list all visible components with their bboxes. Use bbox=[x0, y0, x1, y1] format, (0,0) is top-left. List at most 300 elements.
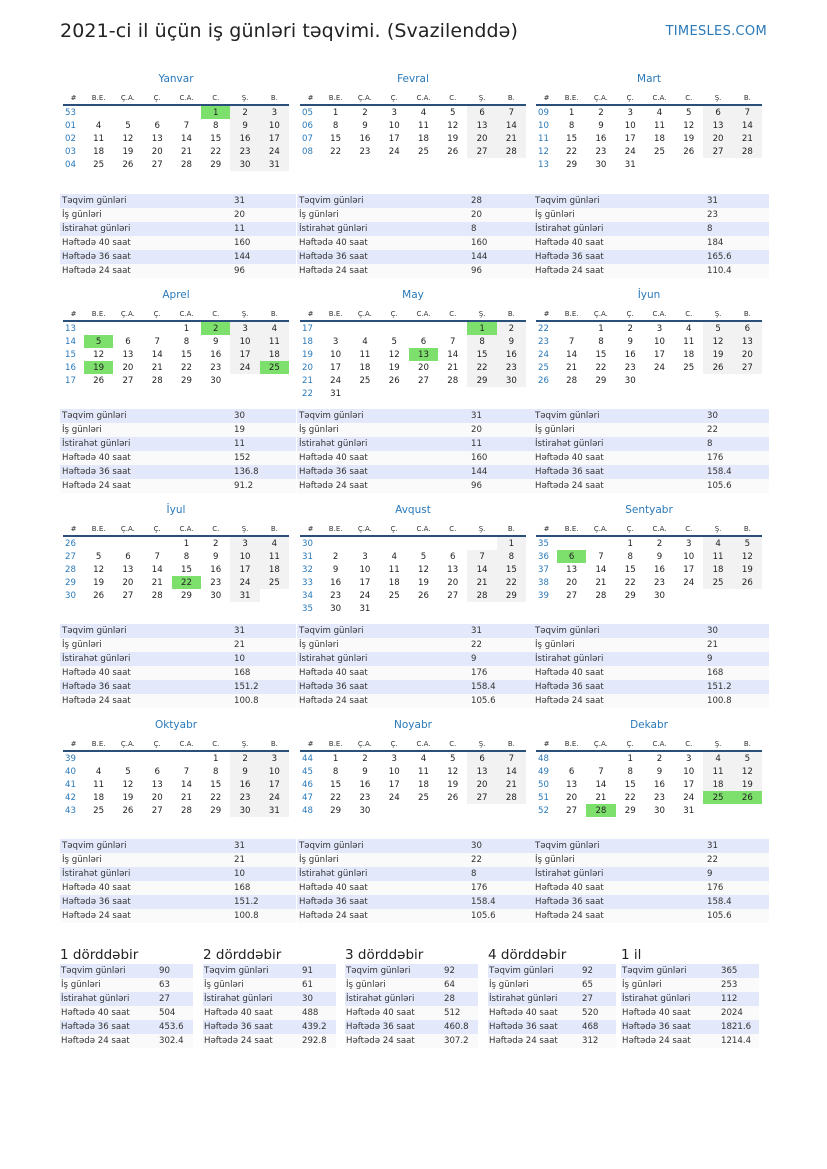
stat-label: İstirahət günləri bbox=[533, 437, 705, 451]
stat-label: Həftədə 24 saat bbox=[60, 1034, 158, 1048]
weekday-header: C. bbox=[201, 91, 230, 105]
quarter-stats-table bbox=[345, 964, 478, 1048]
stat-label: Təqvim günləri bbox=[297, 409, 469, 423]
day-cell: 1 bbox=[627, 753, 633, 764]
week-number: 11 bbox=[538, 133, 549, 144]
day-cell: 5 bbox=[733, 751, 762, 765]
day-cell bbox=[380, 387, 409, 400]
day-cell: 3 bbox=[686, 753, 692, 764]
week-number: 30 bbox=[302, 538, 313, 549]
day-cell: 7 bbox=[154, 551, 160, 562]
stat-value: 64 bbox=[443, 978, 478, 992]
week-row bbox=[63, 589, 289, 602]
day-cell: 8 bbox=[497, 550, 526, 563]
week-row bbox=[300, 335, 526, 348]
stat-label: İş günləri bbox=[533, 423, 705, 437]
day-cell bbox=[113, 105, 142, 119]
day-cell bbox=[645, 374, 674, 387]
day-cell: 22 bbox=[172, 576, 201, 589]
day-cell: 5 bbox=[450, 753, 456, 764]
month-stats-table bbox=[533, 409, 769, 493]
day-cell: 10 bbox=[683, 766, 695, 777]
day-cell: 11 bbox=[260, 335, 289, 348]
day-cell: 11 bbox=[93, 779, 105, 790]
day-cell: 23 bbox=[595, 146, 607, 157]
day-cell bbox=[84, 751, 113, 765]
week-row bbox=[300, 550, 526, 563]
stat-row bbox=[533, 479, 769, 493]
day-cell: 24 bbox=[683, 792, 695, 803]
stat-label: İstirahət günləri bbox=[60, 992, 158, 1006]
weekday-header: Ç.A. bbox=[350, 522, 379, 536]
day-cell bbox=[409, 536, 438, 550]
stat-row bbox=[297, 909, 533, 923]
day-cell: 8 bbox=[627, 551, 633, 562]
stat-label: Həftədə 36 saat bbox=[297, 465, 469, 479]
day-cell: 5 bbox=[125, 766, 131, 777]
week-row bbox=[63, 536, 289, 550]
weekday-header: Ç. bbox=[143, 91, 172, 105]
stat-row bbox=[60, 964, 193, 978]
stat-value: 31 bbox=[232, 194, 296, 208]
month-stats-table bbox=[297, 624, 533, 708]
week-row bbox=[536, 791, 762, 804]
day-cell: 14 bbox=[595, 779, 607, 790]
stat-row bbox=[297, 680, 533, 694]
stat-label: Həftədə 40 saat bbox=[297, 881, 469, 895]
day-cell: 17 bbox=[683, 564, 695, 575]
stat-row bbox=[488, 1034, 616, 1048]
stat-label: Təqvim günləri bbox=[60, 964, 158, 978]
weekday-header: C.A. bbox=[409, 522, 438, 536]
day-cell: 3 bbox=[332, 336, 339, 347]
week-number: 26 bbox=[65, 538, 76, 549]
day-cell: 21 bbox=[181, 146, 192, 157]
week-row bbox=[300, 778, 526, 791]
weekday-header: # bbox=[536, 91, 557, 105]
day-cell bbox=[674, 158, 703, 171]
day-cell: 3 bbox=[391, 753, 397, 764]
weekday-header: C. bbox=[201, 522, 230, 536]
month-calendar-table bbox=[300, 91, 526, 158]
day-cell: 10 bbox=[230, 550, 259, 563]
day-cell: 3 bbox=[391, 107, 397, 118]
day-cell: 29 bbox=[181, 375, 192, 386]
stat-row bbox=[533, 909, 769, 923]
day-cell: 6 bbox=[568, 766, 575, 777]
day-cell: 3 bbox=[686, 538, 692, 549]
day-cell: 14 bbox=[447, 349, 459, 360]
day-cell: 23 bbox=[654, 792, 665, 803]
day-cell: 23 bbox=[230, 791, 259, 804]
week-number: 34 bbox=[302, 590, 313, 601]
day-cell: 13 bbox=[409, 348, 438, 361]
weekday-header: Ç.A. bbox=[586, 91, 615, 105]
weekday-header: C.A. bbox=[409, 91, 438, 105]
day-cell: 2 bbox=[627, 323, 633, 334]
weekday-header: Ş. bbox=[230, 737, 259, 751]
stat-row bbox=[533, 437, 769, 451]
stat-row bbox=[533, 409, 769, 423]
day-cell: 14 bbox=[497, 765, 526, 778]
stat-row bbox=[297, 652, 533, 666]
stat-value: 10 bbox=[232, 652, 296, 666]
day-cell: 9 bbox=[213, 336, 219, 347]
stat-value: 312 bbox=[581, 1034, 616, 1048]
day-cell: 20 bbox=[467, 778, 496, 791]
stat-row bbox=[203, 1034, 336, 1048]
day-cell: 24 bbox=[330, 375, 342, 386]
stat-row bbox=[533, 839, 769, 853]
stat-row bbox=[60, 895, 296, 909]
day-cell: 4 bbox=[95, 120, 102, 131]
stat-label: Həftədə 40 saat bbox=[533, 236, 705, 250]
day-cell bbox=[703, 589, 732, 602]
day-cell: 10 bbox=[388, 120, 400, 131]
week-number: 41 bbox=[65, 779, 76, 790]
day-cell: 21 bbox=[566, 362, 578, 373]
stat-value: 136.8 bbox=[232, 465, 296, 479]
week-number: 15 bbox=[65, 349, 76, 360]
weekday-header: B. bbox=[497, 737, 526, 751]
day-cell: 16 bbox=[654, 564, 665, 575]
day-cell: 15 bbox=[566, 133, 578, 144]
stat-row bbox=[60, 451, 296, 465]
stat-row bbox=[60, 992, 193, 1006]
stat-row bbox=[60, 853, 296, 867]
stat-row bbox=[60, 909, 296, 923]
day-cell bbox=[230, 374, 259, 387]
stat-row bbox=[297, 437, 533, 451]
day-cell: 21 bbox=[151, 362, 163, 373]
quarter-block bbox=[60, 946, 193, 1048]
day-cell: 26 bbox=[418, 590, 429, 601]
stat-label: Həftədə 36 saat bbox=[60, 680, 232, 694]
week-number: 17 bbox=[302, 323, 313, 334]
stat-label: Həftədə 36 saat bbox=[203, 1020, 301, 1034]
weekday-header: # bbox=[536, 522, 557, 536]
week-number: 37 bbox=[538, 564, 549, 575]
day-cell bbox=[557, 751, 586, 765]
stat-label: Həftədə 24 saat bbox=[533, 264, 705, 278]
day-cell: 22 bbox=[467, 361, 496, 374]
day-cell: 13 bbox=[151, 779, 163, 790]
weekday-header: Ç. bbox=[616, 737, 645, 751]
weekday-header: # bbox=[63, 307, 84, 321]
stat-value: 110.4 bbox=[705, 264, 769, 278]
day-cell: 16 bbox=[230, 778, 259, 791]
day-cell: 15 bbox=[624, 564, 636, 575]
stat-value: 31 bbox=[232, 624, 296, 638]
stat-label: Təqvim günləri bbox=[297, 194, 469, 208]
day-cell: 22 bbox=[210, 146, 222, 157]
day-cell: 9 bbox=[332, 564, 339, 575]
day-cell: 10 bbox=[230, 335, 259, 348]
day-cell: 28 bbox=[447, 375, 459, 386]
day-cell: 27 bbox=[566, 805, 578, 816]
day-cell: 5 bbox=[450, 107, 456, 118]
stat-value: 92 bbox=[581, 964, 616, 978]
day-cell: 26 bbox=[122, 159, 134, 170]
day-cell: 1 bbox=[467, 321, 496, 335]
stat-label: Həftədə 40 saat bbox=[297, 236, 469, 250]
stat-label: İstirahət günləri bbox=[203, 992, 301, 1006]
weekday-header: B.E. bbox=[84, 522, 113, 536]
stat-value: 151.2 bbox=[232, 680, 296, 694]
weekday-header: B. bbox=[260, 307, 289, 321]
day-cell: 5 bbox=[125, 120, 131, 131]
day-cell: 20 bbox=[566, 577, 578, 588]
month-stats-table bbox=[297, 409, 533, 493]
day-cell: 8 bbox=[213, 766, 219, 777]
month-calendar-table bbox=[63, 737, 289, 817]
stat-value: 520 bbox=[581, 1006, 616, 1020]
stat-value: 30 bbox=[232, 409, 296, 423]
day-cell: 10 bbox=[388, 766, 400, 777]
day-cell: 14 bbox=[497, 119, 526, 132]
day-cell: 26 bbox=[733, 791, 762, 804]
brand-link[interactable]: TIMESLES.COM bbox=[665, 24, 767, 39]
day-cell: 19 bbox=[703, 348, 732, 361]
day-cell: 7 bbox=[154, 336, 160, 347]
day-cell: 2 bbox=[497, 321, 526, 335]
stat-value: 91 bbox=[301, 964, 336, 978]
day-cell: 23 bbox=[210, 577, 222, 588]
day-cell: 7 bbox=[568, 336, 575, 347]
day-cell: 15 bbox=[210, 779, 222, 790]
stat-row bbox=[297, 222, 533, 236]
day-cell: 9 bbox=[598, 120, 604, 131]
stat-row bbox=[60, 222, 296, 236]
stat-label: İş günləri bbox=[488, 978, 581, 992]
day-cell: 22 bbox=[210, 792, 222, 803]
day-cell: 18 bbox=[418, 779, 429, 790]
day-cell: 30 bbox=[497, 374, 526, 387]
stat-value: 307.2 bbox=[443, 1034, 478, 1048]
day-cell bbox=[350, 536, 379, 550]
day-cell: 4 bbox=[703, 536, 732, 550]
day-cell: 22 bbox=[624, 577, 636, 588]
day-cell: 30 bbox=[230, 158, 259, 171]
day-cell: 30 bbox=[624, 375, 636, 386]
stat-row bbox=[621, 992, 759, 1006]
weekday-header: Ç.A. bbox=[113, 91, 142, 105]
day-cell bbox=[409, 387, 438, 400]
stat-value: 10 bbox=[232, 867, 296, 881]
weekday-header: B.E. bbox=[321, 737, 350, 751]
stat-value: 168 bbox=[232, 881, 296, 895]
day-cell: 25 bbox=[260, 361, 289, 374]
day-cell: 6 bbox=[703, 105, 732, 119]
day-cell bbox=[113, 751, 142, 765]
stat-label: Təqvim günləri bbox=[203, 964, 301, 978]
day-cell bbox=[321, 321, 350, 335]
stat-value: 168 bbox=[705, 666, 769, 680]
day-cell bbox=[409, 321, 438, 335]
stat-row bbox=[533, 881, 769, 895]
stat-label: Həftədə 40 saat bbox=[60, 1006, 158, 1020]
week-number: 14 bbox=[65, 336, 76, 347]
day-cell bbox=[380, 536, 409, 550]
day-cell: 15 bbox=[595, 349, 607, 360]
stat-label: Təqvim günləri bbox=[60, 194, 232, 208]
day-cell: 30 bbox=[210, 375, 222, 386]
week-row bbox=[536, 105, 762, 119]
week-number: 31 bbox=[302, 551, 313, 562]
month-stats-table bbox=[533, 839, 769, 923]
day-cell: 29 bbox=[210, 805, 222, 816]
stat-row bbox=[203, 1006, 336, 1020]
stat-label: Həftədə 36 saat bbox=[60, 895, 232, 909]
quarter-block bbox=[203, 946, 336, 1048]
stat-value: 253 bbox=[720, 978, 759, 992]
stat-row bbox=[60, 839, 296, 853]
day-cell: 15 bbox=[624, 779, 636, 790]
day-cell: 28 bbox=[586, 804, 615, 817]
stat-value: 90 bbox=[158, 964, 193, 978]
day-cell: 8 bbox=[183, 336, 190, 347]
stat-value: 302.4 bbox=[158, 1034, 193, 1048]
stat-row bbox=[533, 451, 769, 465]
week-row bbox=[300, 119, 526, 132]
day-cell: 24 bbox=[624, 146, 636, 157]
stat-label: Təqvim günləri bbox=[297, 839, 469, 853]
day-cell: 31 bbox=[230, 589, 259, 602]
stat-row bbox=[297, 409, 533, 423]
day-cell: 24 bbox=[230, 361, 259, 374]
day-cell: 19 bbox=[84, 361, 113, 374]
day-cell bbox=[143, 536, 172, 550]
stat-row bbox=[297, 839, 533, 853]
day-cell: 27 bbox=[418, 375, 429, 386]
quarter-title: 2 dörddəbir bbox=[203, 947, 282, 963]
month-stats-table bbox=[533, 194, 769, 278]
stat-row bbox=[533, 853, 769, 867]
day-cell: 18 bbox=[703, 778, 732, 791]
week-row bbox=[300, 361, 526, 374]
stat-value: 158.4 bbox=[469, 680, 533, 694]
day-cell: 7 bbox=[450, 336, 456, 347]
weekday-header: B. bbox=[260, 91, 289, 105]
week-row bbox=[536, 158, 762, 171]
stat-label: Təqvim günləri bbox=[533, 194, 705, 208]
stat-label: İş günləri bbox=[203, 978, 301, 992]
day-cell: 22 bbox=[595, 362, 607, 373]
stat-label: Həftədə 36 saat bbox=[297, 250, 469, 264]
day-cell: 14 bbox=[181, 133, 192, 144]
stat-value: 63 bbox=[158, 978, 193, 992]
stat-row bbox=[533, 895, 769, 909]
stat-label: Həftədə 40 saat bbox=[60, 666, 232, 680]
month-title: Noyabr bbox=[394, 719, 432, 731]
stat-value: 22 bbox=[469, 638, 533, 652]
day-cell: 12 bbox=[447, 120, 459, 131]
quarter-stats-table bbox=[203, 964, 336, 1048]
weekday-header: Ç.A. bbox=[113, 737, 142, 751]
day-cell: 2 bbox=[598, 107, 604, 118]
stat-value: 28 bbox=[469, 194, 533, 208]
day-cell bbox=[497, 804, 526, 817]
day-cell: 2 bbox=[332, 551, 339, 562]
month-title: Yanvar bbox=[158, 73, 194, 85]
stat-value: 21 bbox=[705, 638, 769, 652]
month-stats-table bbox=[60, 409, 296, 493]
day-cell: 14 bbox=[467, 563, 496, 576]
day-cell: 12 bbox=[122, 779, 134, 790]
stat-label: Həftədə 36 saat bbox=[345, 1020, 443, 1034]
day-cell: 11 bbox=[359, 349, 371, 360]
stat-row bbox=[60, 264, 296, 278]
weekday-header: C. bbox=[438, 307, 467, 321]
day-cell: 8 bbox=[183, 551, 190, 562]
stat-label: İstirahət günləri bbox=[297, 652, 469, 666]
stat-label: Həftədə 36 saat bbox=[621, 1020, 720, 1034]
week-number: 43 bbox=[65, 805, 76, 816]
stat-value: 31 bbox=[705, 839, 769, 853]
day-cell: 7 bbox=[497, 105, 526, 119]
week-number: 46 bbox=[302, 779, 313, 790]
day-cell: 29 bbox=[467, 374, 496, 387]
weekday-header: Ş. bbox=[467, 91, 496, 105]
stat-label: İstirahət günləri bbox=[297, 222, 469, 236]
stat-label: Həftədə 40 saat bbox=[345, 1006, 443, 1020]
day-cell bbox=[260, 589, 289, 602]
weekday-header: C. bbox=[438, 522, 467, 536]
stat-value: 176 bbox=[705, 451, 769, 465]
week-number: 36 bbox=[538, 551, 549, 562]
weekday-header: Ş. bbox=[467, 737, 496, 751]
day-cell bbox=[733, 589, 762, 602]
day-cell: 17 bbox=[260, 778, 289, 791]
stat-label: Həftədə 36 saat bbox=[60, 250, 232, 264]
day-cell: 16 bbox=[230, 132, 259, 145]
stat-label: Həftədə 36 saat bbox=[533, 895, 705, 909]
quarter-stats-table bbox=[488, 964, 616, 1048]
stat-value: 439.2 bbox=[301, 1020, 336, 1034]
day-cell: 21 bbox=[151, 577, 163, 588]
week-number: 17 bbox=[65, 375, 76, 386]
day-cell: 17 bbox=[388, 779, 400, 790]
day-cell: 25 bbox=[418, 792, 429, 803]
quarter-title: 1 il bbox=[621, 947, 642, 963]
day-cell: 14 bbox=[566, 349, 578, 360]
stat-value: 2024 bbox=[720, 1006, 759, 1020]
day-cell: 10 bbox=[683, 551, 695, 562]
day-cell bbox=[438, 804, 467, 817]
month-title: Dekabr bbox=[630, 719, 668, 731]
stat-row bbox=[488, 1006, 616, 1020]
weekday-header: Ş. bbox=[467, 522, 496, 536]
day-cell: 29 bbox=[595, 375, 607, 386]
stat-label: Təqvim günləri bbox=[533, 839, 705, 853]
stat-value: 96 bbox=[469, 264, 533, 278]
day-cell bbox=[557, 321, 586, 335]
stat-row bbox=[297, 853, 533, 867]
day-cell bbox=[409, 804, 438, 817]
stat-value: 176 bbox=[469, 881, 533, 895]
day-cell: 23 bbox=[624, 362, 636, 373]
week-row bbox=[536, 335, 762, 348]
day-cell: 20 bbox=[122, 577, 134, 588]
day-cell bbox=[438, 387, 467, 400]
weekday-header: C. bbox=[674, 522, 703, 536]
day-cell: 4 bbox=[391, 551, 397, 562]
day-cell: 15 bbox=[467, 348, 496, 361]
stat-row bbox=[533, 194, 769, 208]
stat-value: 512 bbox=[443, 1006, 478, 1020]
day-cell: 20 bbox=[733, 348, 762, 361]
weekday-header: Ş. bbox=[703, 91, 732, 105]
